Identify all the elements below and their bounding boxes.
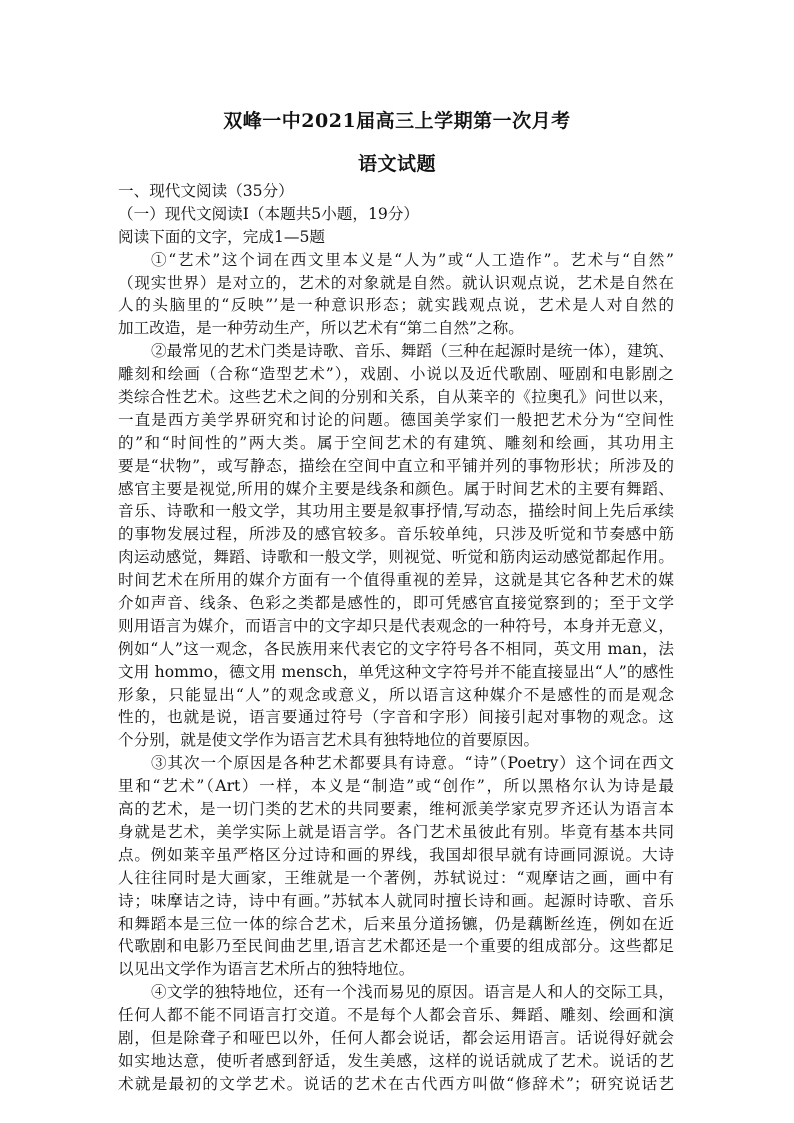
text-line: 人往往同时是大画家，王维就是一个著例，苏轼说过：“观摩诘之画，画中有: [118, 868, 674, 887]
text-line: 诗；味摩诘之诗，诗中有画。”苏轼本人就同时擅长诗和画。起源时诗歌、音乐: [118, 891, 674, 910]
text-line: 的事物发展过程，所涉及的感官较多。音乐较单纯，只涉及听觉和节奏感中筋: [118, 525, 674, 544]
text-line: 要是“状物”，或写静态，描绘在空间中直立和平铺并列的事物形状；所涉及的: [118, 456, 674, 475]
reading-passage: [118, 180, 674, 1096]
text-line: 剧，但是除聋子和哑巴以外，任何人都会说话，都会运用语言。话说得好就会: [118, 1028, 674, 1047]
text-line: 高的艺术，是一切门类的艺术的共同要素，维柯派美学家克罗齐还认为语言本: [118, 800, 674, 819]
text-line: 性的，也就是说，语言要通过符号（字音和字形）间接引起对事物的观念。这: [118, 708, 674, 727]
text-line: 里和“艺术”（Art）一样，本义是“制造”或“创作”，所以黑格尔认为诗是最: [118, 777, 674, 796]
text-line: 介如声音、线条、色彩之类都是感性的，即可凭感官直接觉察到的；至于文学: [118, 594, 674, 613]
text-line: 如实地达意，使听者感到舒适，发生美感，这样的说话就成了艺术。说话的艺: [118, 1051, 674, 1070]
text-line: 形象，只能显出“人”的观念或意义，所以语言这种媒介不是感性的而是观念: [118, 685, 674, 704]
text-line: 文用 hommo，德文用 mensch，单凭这种文字符号并不能直接显出“人”的感性: [118, 662, 674, 681]
text-line: 代歌剧和电影乃至民间曲艺里,语言艺术都还是一个重要的组成部分。这些都足: [118, 937, 674, 956]
text-line: 肉运动感觉，舞蹈、诗歌和一般文学，则视觉、听觉和筋肉运动感觉都起作用。: [118, 548, 674, 567]
text-line: 人的头脑里的“反映”’是一种意识形态；就实践观点说，艺术是人对自然的: [118, 296, 674, 315]
text-line: 和舞蹈本是三位一体的综合艺术，后来虽分道扬镳，仍是藕断丝连，例如在近: [118, 914, 674, 933]
text-line: 术就是最初的文学艺术。说话的艺术在古代西方叫做“修辞术”；研究说话艺: [118, 1074, 674, 1093]
text-line: 音乐、诗歌和一般文学，其功用主要是叙事抒情,写动态，描绘时间上先后承续: [118, 502, 674, 521]
text-line: 时间艺术在所用的媒介方面有一个值得重视的差异，这就是其它各种艺术的媒: [118, 571, 674, 590]
text-line: 个分别，就是使文学作为语言艺术具有独特地位的首要原因。: [118, 731, 540, 750]
text-line: 身就是艺术，美学实际上就是语言学。各门艺术虽彼此有别。毕竟有基本共同: [118, 822, 674, 841]
text-line: 例如“人”这一观念，各民族用来代表它的文字符号各不相同，英文用 man，法: [118, 639, 674, 658]
text-line: （一）现代文阅读Ⅰ（本题共5小题，19分）: [118, 204, 420, 223]
text-line: ②最常见的艺术门类是诗歌、音乐、舞蹈（三种在起源时是统一体），建筑、: [151, 342, 674, 361]
text-line: （现实世界）是对立的，艺术的对象就是自然。就认识观点说，艺术是自然在: [118, 273, 674, 292]
text-line: 的”和“时间性的”两大类。属于空间艺术的有建筑、雕刻和绘画，其功用主: [118, 433, 674, 452]
exam-title: 双峰一中2021届高三上学期第一次月考: [223, 110, 571, 132]
text-line: ③其次一个原因是各种艺术都要具有诗意。“诗”（Poetry）这个词在西文: [151, 754, 674, 773]
text-line: 则用语言为媒介，而语言中的文字却只是代表观念的一种符号，本身并无意义，: [118, 616, 674, 635]
text-line: 阅读下面的文字，完成1—5题: [118, 227, 325, 246]
text-line: 感官主要是视觉,所用的媒介主要是线条和颜色。属于时间艺术的主要有舞蹈、: [118, 479, 674, 498]
text-line: 一直是西方美学界研究和讨论的问题。德国美学家们一般把艺术分为“空间性: [118, 410, 674, 429]
text-line: 点。例如莱辛虽严格区分过诗和画的界线，我国却很早就有诗画同源说。大诗: [118, 845, 674, 864]
text-line: ①“艺术”这个词在西文里本义是“人为”或“人工造作”。艺术与“自然”: [151, 250, 674, 269]
text-line: 一、现代文阅读（35分）: [118, 182, 294, 200]
text-line: 任何人都不能不同语言打交道。不是每个人都会音乐、舞蹈、雕刻、绘画和演: [118, 1006, 674, 1025]
exam-subtitle: 语文试题: [357, 153, 436, 175]
text-line: 以见出文学作为语言艺术所占的独特地位。: [118, 960, 415, 979]
text-line: 雕刻和绘画（合称“造型艺术”），戏剧、小说以及近代歌剧、哑剧和电影剧之: [118, 365, 674, 384]
text-line: 类综合性艺术。这些艺术之间的分别和关系，自从莱辛的《拉奥孔》问世以来，: [118, 388, 674, 407]
text-line: ④文学的独特地位，还有一个浅而易见的原因。语言是人和人的交际工具，: [151, 983, 674, 1002]
text-line: 加工改造，是一种劳动生产，所以艺术有“第二自然”之称。: [118, 319, 524, 338]
